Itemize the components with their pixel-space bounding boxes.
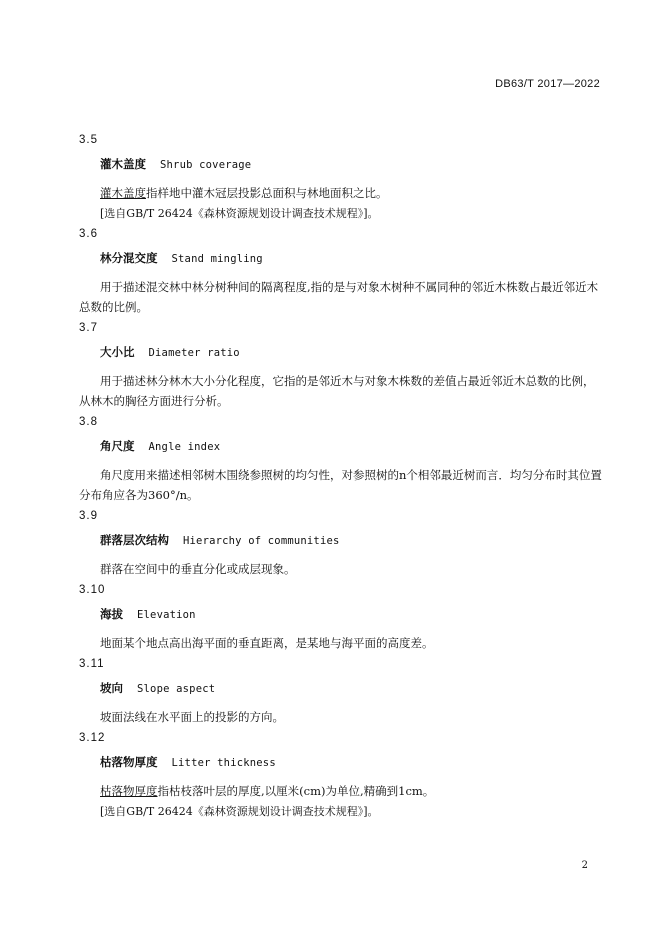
term-chinese: 海拔 bbox=[100, 607, 123, 621]
term-heading bbox=[100, 533, 604, 549]
definition-text: 指样地中灌木冠层投影总面积与林地面积之比。 bbox=[146, 186, 388, 200]
term-definition: 用于描述林分林木大小分化程度，它指的是邻近木与对象木株数的差值占最近邻近木总数的比例，从林木的胸径方面进行分析。 bbox=[79, 374, 595, 408]
clause-number: 3.8 bbox=[79, 416, 98, 428]
clause-number: 3.7 bbox=[79, 322, 98, 334]
definition-text: 指枯枝落叶层的厚度,以厘米(cm)为单位,精确到1cm。 bbox=[157, 784, 435, 798]
term-definition: 群落在空间中的垂直分化或成层现象。 bbox=[100, 562, 296, 576]
term-chinese: 坡向 bbox=[100, 681, 123, 695]
term-heading bbox=[100, 345, 604, 361]
term-definition bbox=[79, 183, 604, 203]
term-entry-3-11 bbox=[79, 657, 604, 727]
term-heading bbox=[100, 251, 604, 267]
term-entry-3-8 bbox=[79, 415, 604, 505]
term-entry-3-7 bbox=[79, 321, 604, 411]
term-entry-3-6 bbox=[79, 227, 604, 317]
term-english: Shrub coverage bbox=[160, 159, 252, 171]
term-english: Elevation bbox=[137, 609, 196, 621]
term-english: Slope aspect bbox=[137, 683, 216, 695]
term-english: Litter thickness bbox=[171, 757, 276, 769]
clause-number: 3.10 bbox=[79, 584, 106, 596]
clause-number: 3.6 bbox=[79, 228, 98, 240]
term-heading bbox=[100, 681, 604, 697]
term-chinese: 群落层次结构 bbox=[100, 533, 169, 547]
clause-number: 3.5 bbox=[79, 134, 98, 146]
page-number: 2 bbox=[581, 860, 588, 871]
term-heading bbox=[100, 755, 604, 771]
document-code: DB63/T 2017—2022 bbox=[495, 78, 600, 90]
term-entry-3-9 bbox=[79, 509, 604, 579]
term-english: Angle index bbox=[148, 441, 221, 453]
term-definition bbox=[79, 781, 604, 801]
term-chinese: 林分混交度 bbox=[100, 251, 158, 265]
term-entry-3-5 bbox=[79, 133, 604, 223]
term-english: Diameter ratio bbox=[148, 347, 240, 359]
defined-term: 灌木盖度 bbox=[100, 186, 146, 200]
clause-number: 3.12 bbox=[79, 732, 106, 744]
clause-number: 3.9 bbox=[79, 510, 98, 522]
term-chinese: 枯落物厚度 bbox=[100, 755, 158, 769]
term-definition: 角尺度用来描述相邻树木围绕参照树的均匀性，对参照树的n个相邻最近树而言．均匀分布时其位置分布角应各为360°/n。 bbox=[79, 468, 602, 502]
term-chinese: 灌木盖度 bbox=[100, 157, 146, 171]
term-chinese: 角尺度 bbox=[100, 439, 135, 453]
term-heading bbox=[100, 439, 604, 455]
source-note: [选自GB/T 26424《森林资源规划设计调查技术规程》]。 bbox=[100, 207, 379, 220]
term-english: Stand mingling bbox=[171, 253, 263, 265]
term-entry-3-12 bbox=[79, 731, 604, 821]
term-list bbox=[79, 133, 604, 825]
term-entry-3-10 bbox=[79, 583, 604, 653]
term-english: Hierarchy of communities bbox=[183, 535, 340, 547]
term-heading bbox=[100, 607, 604, 623]
source-note: [选自GB/T 26424《森林资源规划设计调查技术规程》]。 bbox=[100, 805, 379, 818]
clause-number: 3.11 bbox=[79, 658, 105, 670]
term-heading bbox=[100, 157, 604, 173]
term-chinese: 大小比 bbox=[100, 345, 135, 359]
term-definition: 坡面法线在水平面上的投影的方向。 bbox=[100, 710, 284, 724]
term-definition: 用于描述混交林中林分树种间的隔离程度,指的是与对象木树种不属同种的邻近木株数占最近邻近木总数的比例。 bbox=[79, 280, 599, 314]
defined-term: 枯落物厚度 bbox=[100, 784, 158, 798]
term-definition: 地面某个地点高出海平面的垂直距离，是某地与海平面的高度差。 bbox=[100, 636, 434, 650]
